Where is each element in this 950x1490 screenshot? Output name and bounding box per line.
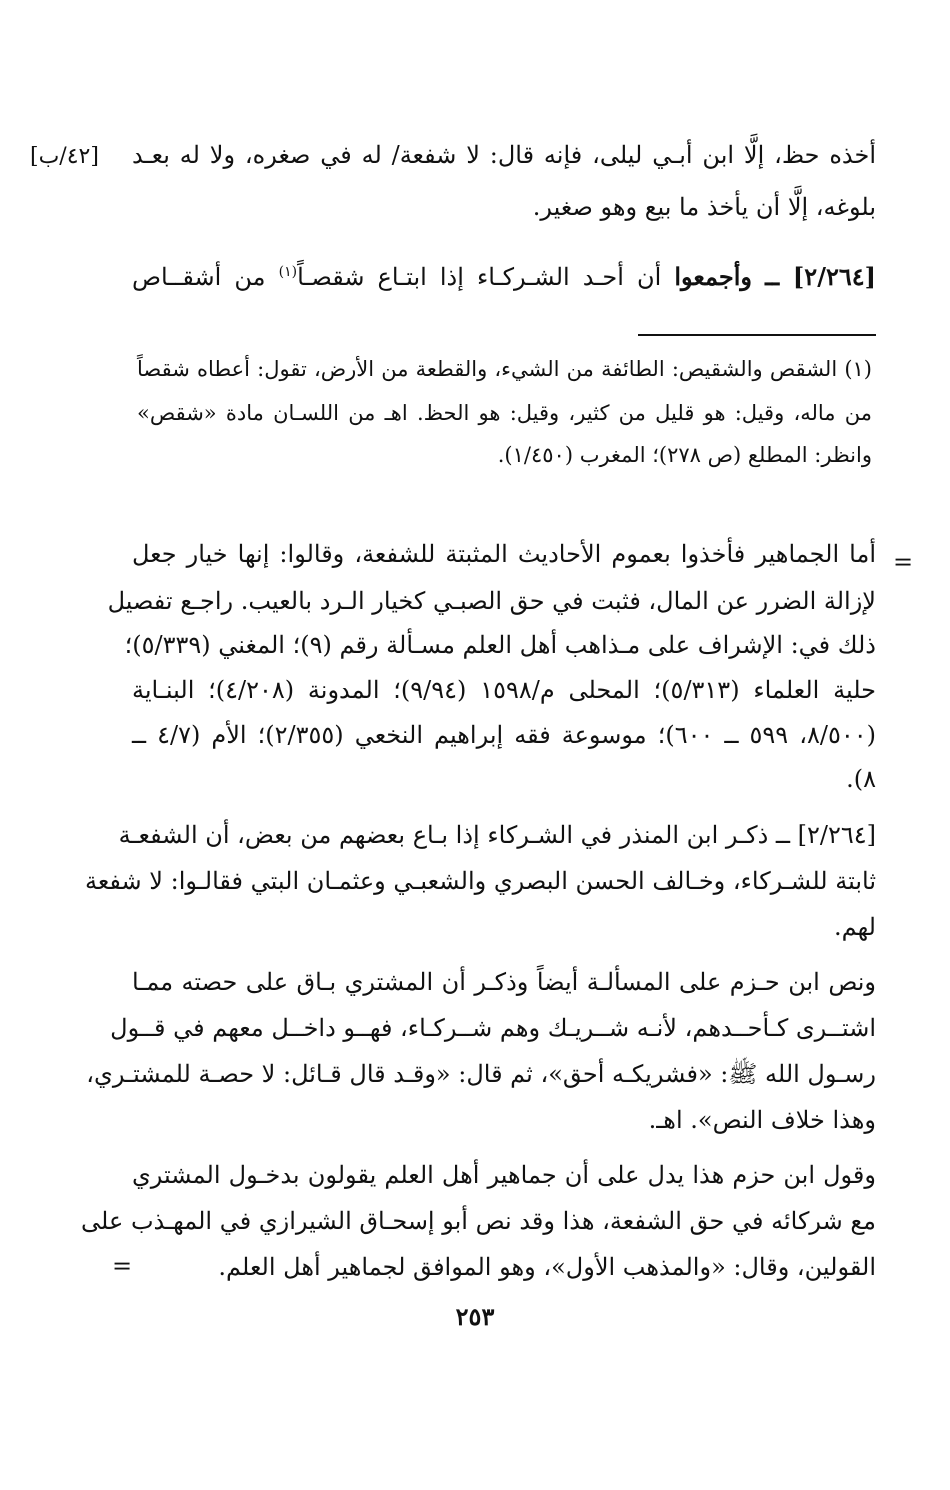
manuscript-folio-ref: [٤٢/ب] [30,144,99,169]
issue-heading [132,255,876,294]
continuation-marker: = [112,1252,133,1280]
commentary-line: حلية العلماء (٥/٣١٣)؛ المحلى م/١٥٩٨ (٩/٩٤)؛ المدونة (٤/٢٠٨)؛ البنـاية [132,676,876,704]
footnote-separator [638,334,876,336]
commentary-line: اشتــرى كـأحــدهم، لأنـه شــريـك وهم شــركـاء، فهــو داخــل معهم في قــول [110,1014,876,1042]
commentary-line: القولين، وقال: «والمذهب الأول»، وهو الموافق لجماهير أهل العلم. [218,1253,876,1281]
issue-ref: [٢/٢٦٤] ــ [765,262,876,291]
commentary-line: ثابتة للشـركاء، وخـالف الحسن البصري والشعبـي وعثمـان البتي فقالـوا: لا شفعة [84,867,876,895]
commentary-line: لهم. [834,913,876,941]
commentary-line: أما الجماهير فأخذوا بعموم الأحاديث المثبتة للشفعة، وقالوا: إنها خيار جعل [132,540,877,568]
commentary-line: لإزالة الضرر عن المال، فثبت في حق الصبـي كخيار الـرد بالعيب. راجـع تفصيل [107,587,876,615]
continuation-marker: = [893,548,914,576]
commentary-line: (٨/٥٠٠، ٥٩٩ ــ ٦٠٠)؛ موسوعة فقه إبراهيم النخعي (٢/٣٥٥)؛ الأم (٤/٧ ــ [132,721,877,749]
issue-lead-word: وأجمعوا [674,262,752,291]
commentary-line: وقول ابن حزم هذا يدل على أن جماهير أهل العلم يقولون بدخـول المشتري [132,1161,876,1189]
commentary-line: ونص ابن حـزم على المسألـة أيضاً وذكـر أن المشتري بـاق على حصته ممـا [132,968,876,996]
main-text-line: بلوغه، إلَّا أن يأخذ ما بيع وهو صغير. [532,193,876,221]
commentary-line: مع شركائه في حق الشفعة، هذا وقد نص أبو إسحـاق الشيرازي في المهـذب على [81,1207,876,1235]
commentary-line: وهذا خلاف النص». اهـ. [648,1106,876,1134]
commentary-line: رسـول الله ﷺ: «فشريكـه أحق»، ثم قال: «وقـد قال قـائل: لا حصـة للمشتـري، [86,1060,876,1088]
issue-text: أن أحـد الشـركـاء إذا ابتـاع شقصـاً [297,263,662,291]
commentary-line: ذلك في: الإشراف على مـذاهب أهل العلم مسـألة رقم (٩)؛ المغني (٥/٣٣٩)؛ [124,631,876,659]
footnote-line: وانظر: المطلع (ص ٢٧٨)؛ المغرب (١/٤٥٠). [497,443,872,467]
footnote-line: (١) الشقص والشقيص: الطائفة من الشيء، والقطعة من الأرض، تقول: أعطاه شقصاً [137,357,872,381]
footnote-line: من ماله، وقيل: هو قليل من كثير، وقيل: هو الحظ. اهـ من اللسـان مادة «شقص» [137,401,872,425]
footnote-marker: (١) [278,264,298,280]
issue-text-end: من أشقــاص [132,263,266,291]
commentary-line: ٨). [846,765,876,793]
main-text-line: أخذه حظ، إلَّا ابن أبـي ليلى، فإنه قال: لا شفعة/ له في صغره، ولا له بعـد [132,141,876,169]
page-number: ٢٥٣ [455,1302,495,1331]
commentary-line: [٢/٢٦٤] ــ ذكـر ابن المنذر في الشـركاء إذا بـاع بعضهم من بعض، أن الشفعـة [118,821,876,849]
